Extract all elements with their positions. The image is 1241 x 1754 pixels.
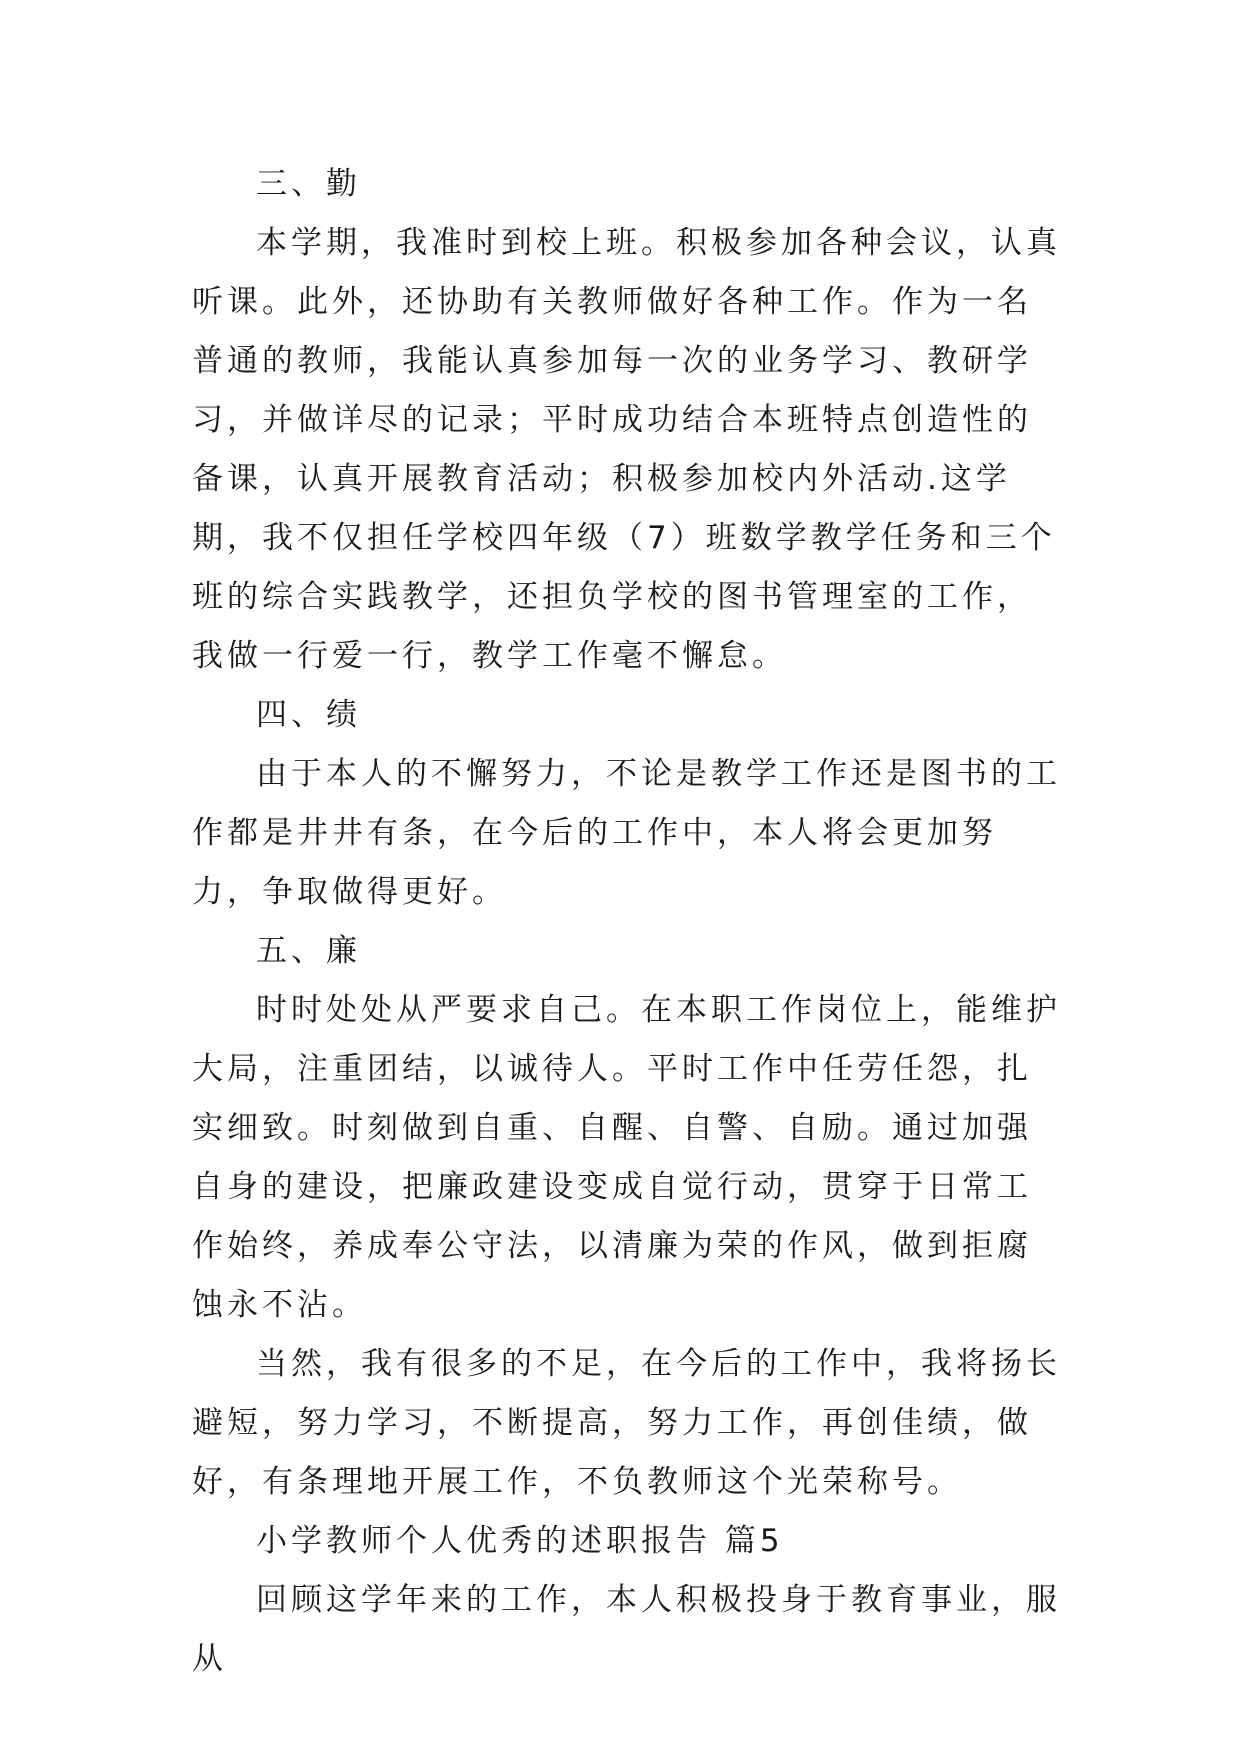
paragraph-ji-body: 由于本人的不懈努力，不论是教学工作还是图书的工作都是井井有条，在今后的工作中，本人将会更加努力，争取做得更好。 [192,756,1061,910]
section-heading-lian: 五、廉 [256,933,361,969]
paragraph-qin-body: 本学期，我准时到校上班。积极参加各种会议，认真听课。此外，还协助有关教师做好各种工作。作为一名普通的教师，我能认真参加每一次的业务学习、教研学习，并做详尽的记录；平时成功结合本班特点创造性的备课，认真开展教育活动；积极参加校内外活动.这学期，我不仅担任学校四年级（7）班数学教学任务和三个班的综合实践教学，还担负学校的图书管理室的工作，我做一行爱一行，教学工作毫不懈怠。 [192,225,1061,674]
paragraph-part-5-intro: 回顾这学年来的工作，本人积极投身于教育事业，服从 [192,1582,1061,1677]
paragraph-conclusion: 当然，我有很多的不足，在今后的工作中，我将扬长避短，努力学习，不断提高，努力工作，再创佳绩，做好，有条理地开展工作，不负教师这个光荣称号。 [192,1346,1061,1500]
section-heading-ji: 四、绩 [256,697,361,733]
report-title-part-5: 小学教师个人优秀的述职报告 篇5 [256,1523,784,1559]
section-heading-qin: 三、勤 [256,166,361,202]
document-body [192,155,1062,1689]
paragraph-lian-body: 时时处处从严要求自己。在本职工作岗位上，能维护大局，注重团结，以诚待人。平时工作中任劳任怨，扎实细致。时刻做到自重、自醒、自警、自励。通过加强自身的建设，把廉政建设变成自觉行动，贯穿于日常工作始终，养成奉公守法，以清廉为荣的作风，做到拒腐蚀永不沾。 [192,992,1061,1323]
